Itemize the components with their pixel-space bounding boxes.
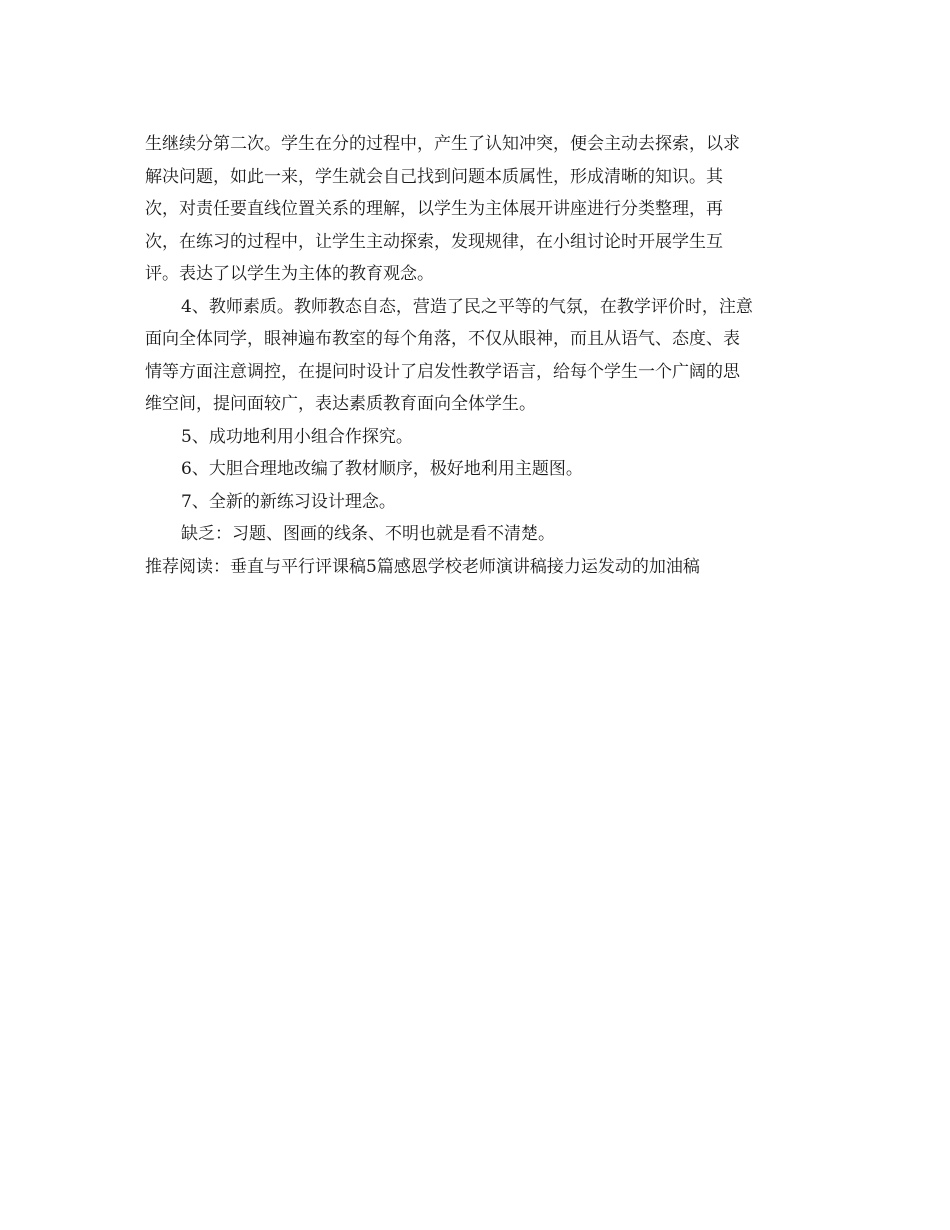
text-line: 次，在练习的过程中，让学生主动探索，发现规律，在小组讨论时开展学生互 bbox=[145, 231, 723, 252]
list-item-6: 6、大胆合理地改编了教材顺序，极好地利用主题图。 bbox=[181, 459, 583, 479]
text-line: 情等方面注意调控，在提问时设计了启发性教学语言，给每个学生一个广阔的思 bbox=[145, 361, 740, 382]
paragraph-continuation bbox=[145, 128, 810, 291]
shortcoming-note: 缺乏：习题、图画的线条、不明也就是看不清楚。 bbox=[181, 524, 555, 544]
text-line: 4、教师素质。教师教态自态，营造了民之平等的气氛，在教学评价时，注意 bbox=[181, 296, 753, 317]
text-line: 评。表达了以学生为主体的教育观念。 bbox=[145, 264, 434, 284]
list-item-5: 5、成功地利用小组合作探究。 bbox=[181, 426, 413, 447]
recommended-reading-link[interactable]: 推荐阅读：垂直与平行评课稿5篇感恩学校老师演讲稿接力运发动的加油稿 bbox=[145, 556, 700, 577]
text-line: 维空间，提问面较广，表达素质教育面向全体学生。 bbox=[145, 394, 536, 414]
document-body bbox=[145, 128, 810, 583]
text-line: 解决问题，如此一来，学生就会自己找到问题本质属性，形成清晰的知识。其 bbox=[145, 166, 723, 187]
paragraph-teacher-quality bbox=[145, 291, 810, 421]
text-line: 面向全体同学，眼神遍布教室的每个角落，不仅从眼神，而且从语气、态度、表 bbox=[145, 329, 740, 349]
list-item-7: 7、全新的新练习设计理念。 bbox=[181, 491, 396, 512]
text-line: 次，对责任要直线位置关系的理解，以学生为主体展开讲座进行分类整理，再 bbox=[145, 199, 723, 219]
text-line: 生继续分第二次。学生在分的过程中，产生了认知冲突，便会主动去探索，以求 bbox=[145, 134, 740, 154]
